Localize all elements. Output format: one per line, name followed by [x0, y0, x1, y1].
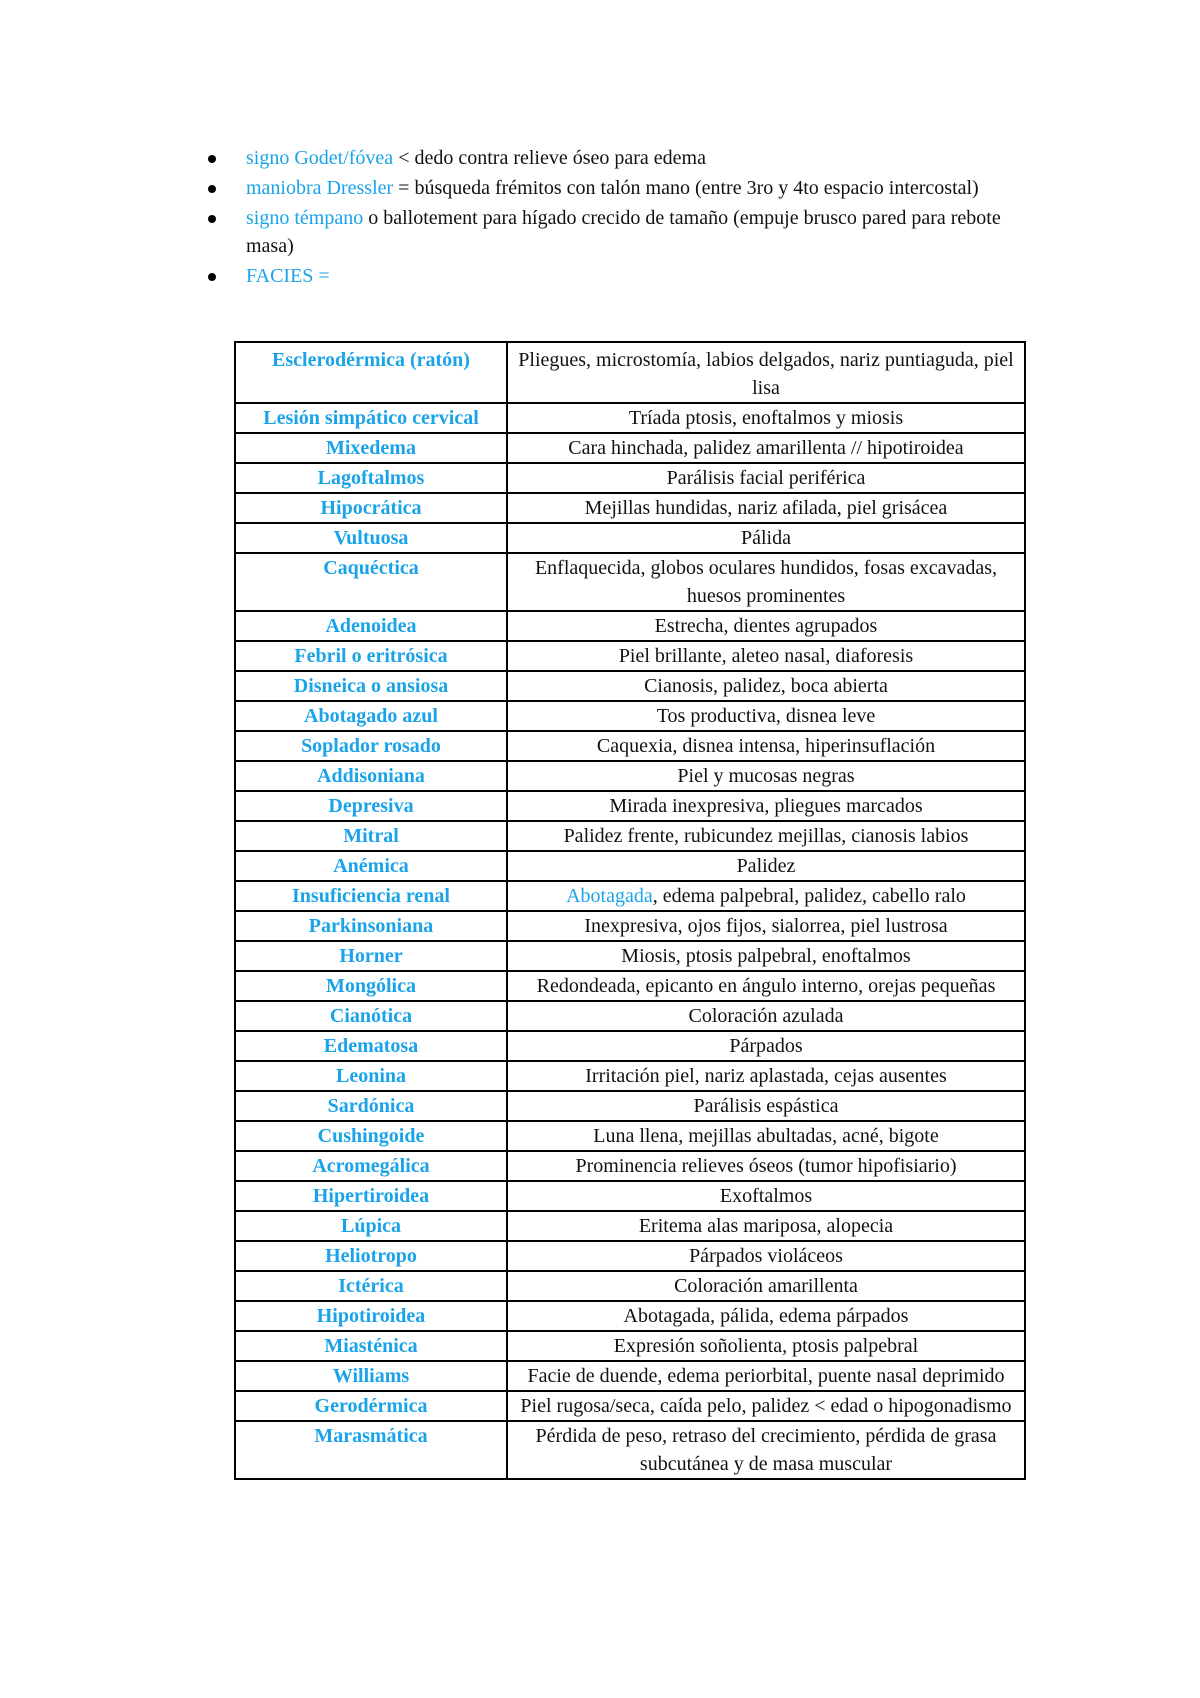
facies-name-cell: Lagoftalmos	[235, 463, 507, 493]
facies-description-cell: Tríada ptosis, enoftalmos y miosis	[507, 403, 1025, 433]
bullet-text: = búsqueda frémitos con talón mano (entre 3ro y 4to espacio intercostal)	[393, 177, 979, 199]
facies-name-cell: Cianótica	[235, 1001, 507, 1031]
table-row	[235, 1331, 1025, 1361]
facies-description-cell: Palidez	[507, 851, 1025, 881]
table-row	[235, 1361, 1025, 1391]
facies-name-cell: Insuficiencia renal	[235, 881, 507, 911]
table-row	[235, 1001, 1025, 1031]
facies-name-cell: Hipertiroidea	[235, 1181, 507, 1211]
facies-name-cell: Miasténica	[235, 1331, 507, 1361]
facies-description-cell: Prominencia relieves óseos (tumor hipofisiario)	[507, 1151, 1025, 1181]
table-row	[235, 1031, 1025, 1061]
table-row	[235, 403, 1025, 433]
table-row	[235, 851, 1025, 881]
facies-name-cell: Edematosa	[235, 1031, 507, 1061]
facies-name-cell: Gerodérmica	[235, 1391, 507, 1421]
facies-description-cell: Enflaquecida, globos oculares hundidos, fosas excavadas, huesos prominentes	[507, 553, 1025, 611]
table-row	[235, 1301, 1025, 1331]
facies-description-cell: Inexpresiva, ojos fijos, sialorrea, piel lustrosa	[507, 911, 1025, 941]
description-highlight: Abotagada	[566, 885, 653, 907]
bullet-highlight: maniobra Dressler	[246, 177, 394, 199]
facies-description-cell: Luna llena, mejillas abultadas, acné, bigote	[507, 1121, 1025, 1151]
table-row	[235, 821, 1025, 851]
facies-description-cell	[507, 881, 1025, 911]
table-row	[235, 553, 1025, 611]
table-row	[235, 433, 1025, 463]
table-row	[235, 1241, 1025, 1271]
table-row	[235, 493, 1025, 523]
facies-description-cell: Pérdida de peso, retraso del crecimiento, pérdida de grasa subcutánea y de masa muscular	[507, 1421, 1025, 1479]
bullet-dot-icon	[208, 273, 216, 281]
bullet-dot-icon	[208, 215, 216, 223]
bullet-highlight: signo Godet/fóvea	[246, 147, 394, 169]
facies-description-cell: Cianosis, palidez, boca abierta	[507, 671, 1025, 701]
facies-name-cell: Lúpica	[235, 1211, 507, 1241]
bullet-item	[206, 174, 1036, 202]
table-row	[235, 671, 1025, 701]
facies-description-cell: Pálida	[507, 523, 1025, 553]
facies-name-cell: Abotagado azul	[235, 701, 507, 731]
table-row	[235, 463, 1025, 493]
facies-name-cell: Vultuosa	[235, 523, 507, 553]
table-row	[235, 761, 1025, 791]
facies-name-cell: Cushingoide	[235, 1121, 507, 1151]
table-row	[235, 731, 1025, 761]
table-row	[235, 611, 1025, 641]
facies-description-cell: Piel brillante, aleteo nasal, diaforesis	[507, 641, 1025, 671]
notes-bullet-list	[206, 144, 1036, 292]
facies-description-cell: Irritación piel, nariz aplastada, cejas ausentes	[507, 1061, 1025, 1091]
facies-description-cell: Expresión soñolienta, ptosis palpebral	[507, 1331, 1025, 1361]
facies-name-cell: Mongólica	[235, 971, 507, 1001]
facies-name-cell: Lesión simpático cervical	[235, 403, 507, 433]
table-row	[235, 523, 1025, 553]
table-row	[235, 1391, 1025, 1421]
facies-name-cell: Adenoidea	[235, 611, 507, 641]
facies-name-cell: Marasmática	[235, 1421, 507, 1479]
facies-description-cell: Parálisis espástica	[507, 1091, 1025, 1121]
description-text: , edema palpebral, palidez, cabello ralo	[652, 885, 966, 907]
bullet-highlight: signo témpano	[246, 207, 364, 229]
facies-name-cell: Mitral	[235, 821, 507, 851]
facies-description-cell: Párpados	[507, 1031, 1025, 1061]
facies-name-cell: Sardónica	[235, 1091, 507, 1121]
bullet-item	[206, 262, 1036, 290]
bullet-text: < dedo contra relieve óseo para edema	[393, 147, 706, 169]
facies-description-cell: Miosis, ptosis palpebral, enoftalmos	[507, 941, 1025, 971]
facies-description-cell: Piel y mucosas negras	[507, 761, 1025, 791]
facies-name-cell: Williams	[235, 1361, 507, 1391]
table-row	[235, 1091, 1025, 1121]
facies-name-cell: Mixedema	[235, 433, 507, 463]
table-row	[235, 881, 1025, 911]
facies-name-cell: Addisoniana	[235, 761, 507, 791]
bullet-dot-icon	[208, 185, 216, 193]
table-row	[235, 911, 1025, 941]
bullet-text: o ballotement para hígado crecido de tamaño (empuje brusco pared para rebote masa)	[246, 207, 1001, 257]
facies-description-cell: Coloración amarillenta	[507, 1271, 1025, 1301]
table-row	[235, 791, 1025, 821]
facies-name-cell: Hipocrática	[235, 493, 507, 523]
facies-name-cell: Ictérica	[235, 1271, 507, 1301]
facies-name-cell: Esclerodérmica (ratón)	[235, 342, 507, 403]
facies-name-cell: Caquéctica	[235, 553, 507, 611]
facies-description-cell: Caquexia, disnea intensa, hiperinsuflación	[507, 731, 1025, 761]
facies-name-cell: Anémica	[235, 851, 507, 881]
facies-name-cell: Leonina	[235, 1061, 507, 1091]
bullet-item	[206, 204, 1036, 260]
facies-description-cell: Piel rugosa/seca, caída pelo, palidez < edad o hipogonadismo	[507, 1391, 1025, 1421]
facies-name-cell: Febril o eritrósica	[235, 641, 507, 671]
facies-table	[234, 341, 1026, 1480]
facies-description-cell: Pliegues, microstomía, labios delgados, nariz puntiaguda, piel lisa	[507, 342, 1025, 403]
facies-name-cell: Acromegálica	[235, 1151, 507, 1181]
facies-name-cell: Horner	[235, 941, 507, 971]
table-row	[235, 641, 1025, 671]
table-row	[235, 701, 1025, 731]
facies-name-cell: Disneica o ansiosa	[235, 671, 507, 701]
table-row	[235, 1211, 1025, 1241]
facies-description-cell: Estrecha, dientes agrupados	[507, 611, 1025, 641]
facies-name-cell: Hipotiroidea	[235, 1301, 507, 1331]
table-row	[235, 971, 1025, 1001]
facies-description-cell: Eritema alas mariposa, alopecia	[507, 1211, 1025, 1241]
facies-name-cell: Heliotropo	[235, 1241, 507, 1271]
facies-name-cell: Depresiva	[235, 791, 507, 821]
facies-description-cell: Párpados violáceos	[507, 1241, 1025, 1271]
bullet-highlight: FACIES =	[246, 265, 330, 287]
facies-name-cell: Parkinsoniana	[235, 911, 507, 941]
facies-description-cell: Coloración azulada	[507, 1001, 1025, 1031]
facies-description-cell: Cara hinchada, palidez amarillenta // hipotiroidea	[507, 433, 1025, 463]
facies-description-cell: Facie de duende, edema periorbital, puente nasal deprimido	[507, 1361, 1025, 1391]
facies-table-body	[235, 342, 1025, 1479]
table-row	[235, 342, 1025, 403]
bullet-item	[206, 144, 1036, 172]
table-row	[235, 1151, 1025, 1181]
table-row	[235, 1121, 1025, 1151]
table-row	[235, 1061, 1025, 1091]
table-row	[235, 1271, 1025, 1301]
facies-description-cell: Palidez frente, rubicundez mejillas, cianosis labios	[507, 821, 1025, 851]
facies-name-cell: Soplador rosado	[235, 731, 507, 761]
facies-description-cell: Parálisis facial periférica	[507, 463, 1025, 493]
table-row	[235, 1421, 1025, 1479]
facies-description-cell: Exoftalmos	[507, 1181, 1025, 1211]
facies-description-cell: Mirada inexpresiva, pliegues marcados	[507, 791, 1025, 821]
facies-description-cell: Mejillas hundidas, nariz afilada, piel grisácea	[507, 493, 1025, 523]
facies-description-cell: Abotagada, pálida, edema párpados	[507, 1301, 1025, 1331]
bullet-dot-icon	[208, 155, 216, 163]
table-row	[235, 941, 1025, 971]
facies-description-cell: Tos productiva, disnea leve	[507, 701, 1025, 731]
table-row	[235, 1181, 1025, 1211]
facies-description-cell: Redondeada, epicanto en ángulo interno, orejas pequeñas	[507, 971, 1025, 1001]
